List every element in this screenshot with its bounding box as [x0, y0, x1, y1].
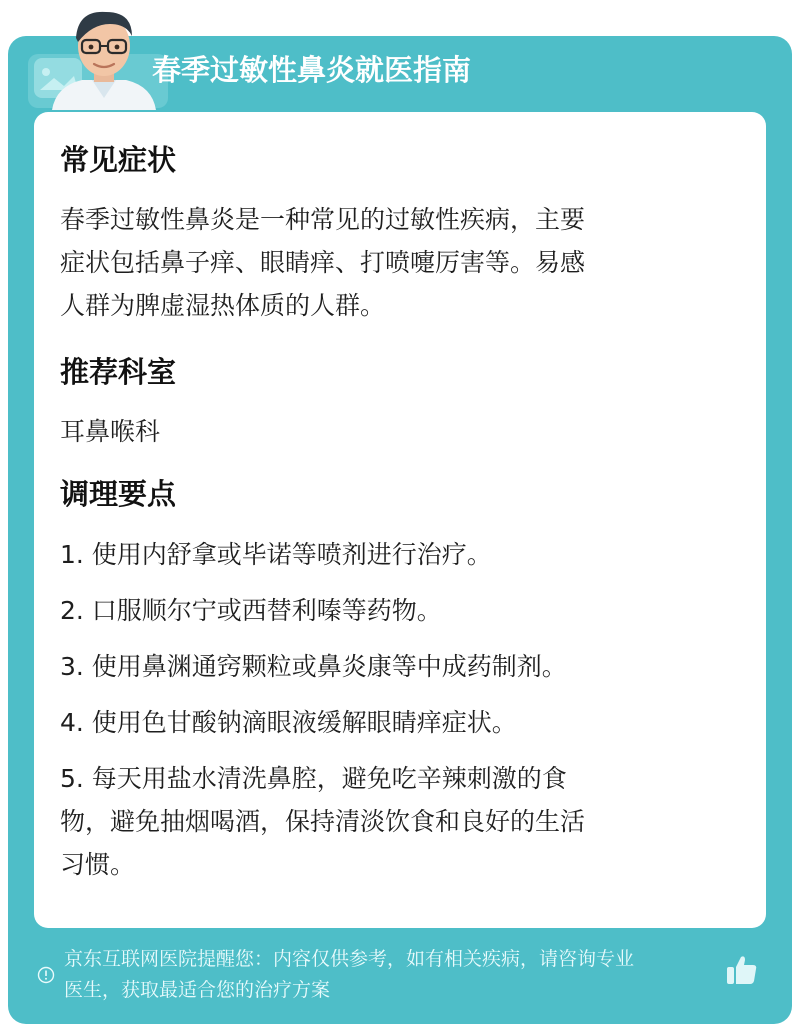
disclaimer-line-1: 京东互联网医院提醒您：内容仅供参考，如有相关疾病，请咨询专业 — [64, 948, 635, 970]
care-item-4: 4. 使用色甘酸钠滴眼液缓解眼睛痒症状。 — [60, 708, 517, 737]
symptoms-line-1: 春季过敏性鼻炎是一种常见的过敏性疾病，主要 — [60, 205, 586, 234]
page-title: 春季过敏性鼻炎就医指南 — [152, 53, 472, 87]
info-icon — [37, 966, 55, 984]
care-heading: 调理要点 — [60, 477, 177, 511]
thumbs-up-icon[interactable] — [724, 952, 760, 988]
care-item-3: 3. 使用鼻渊通窍颗粒或鼻炎康等中成药制剂。 — [60, 652, 567, 681]
care-item-5-line-2: 物，避免抽烟喝酒，保持清淡饮食和良好的生活 — [60, 807, 586, 836]
symptoms-heading: 常见症状 — [60, 143, 177, 177]
symptoms-line-3: 人群为脾虚湿热体质的人群。 — [60, 291, 386, 320]
disclaimer-text — [64, 944, 732, 1006]
department-value: 耳鼻喉科 — [60, 417, 161, 446]
symptoms-line-2: 症状包括鼻子痒、眼睛痒、打喷嚏厉害等。易感 — [60, 248, 586, 277]
care-item-5-line-3: 习惯。 — [60, 850, 136, 879]
care-item-5-line-1: 5. 每天用盐水清洗鼻腔，避免吃辛辣刺激的食 — [60, 764, 567, 793]
care-item-1: 1. 使用内舒拿或毕诺等喷剂进行治疗。 — [60, 540, 492, 569]
disclaimer-line-2: 医生，获取最适合您的治疗方案 — [64, 979, 331, 1001]
doctor-avatar-icon — [48, 2, 160, 110]
department-heading: 推荐科室 — [60, 355, 177, 389]
care-item-2: 2. 口服顺尔宁或西替利嗪等药物。 — [60, 596, 442, 625]
